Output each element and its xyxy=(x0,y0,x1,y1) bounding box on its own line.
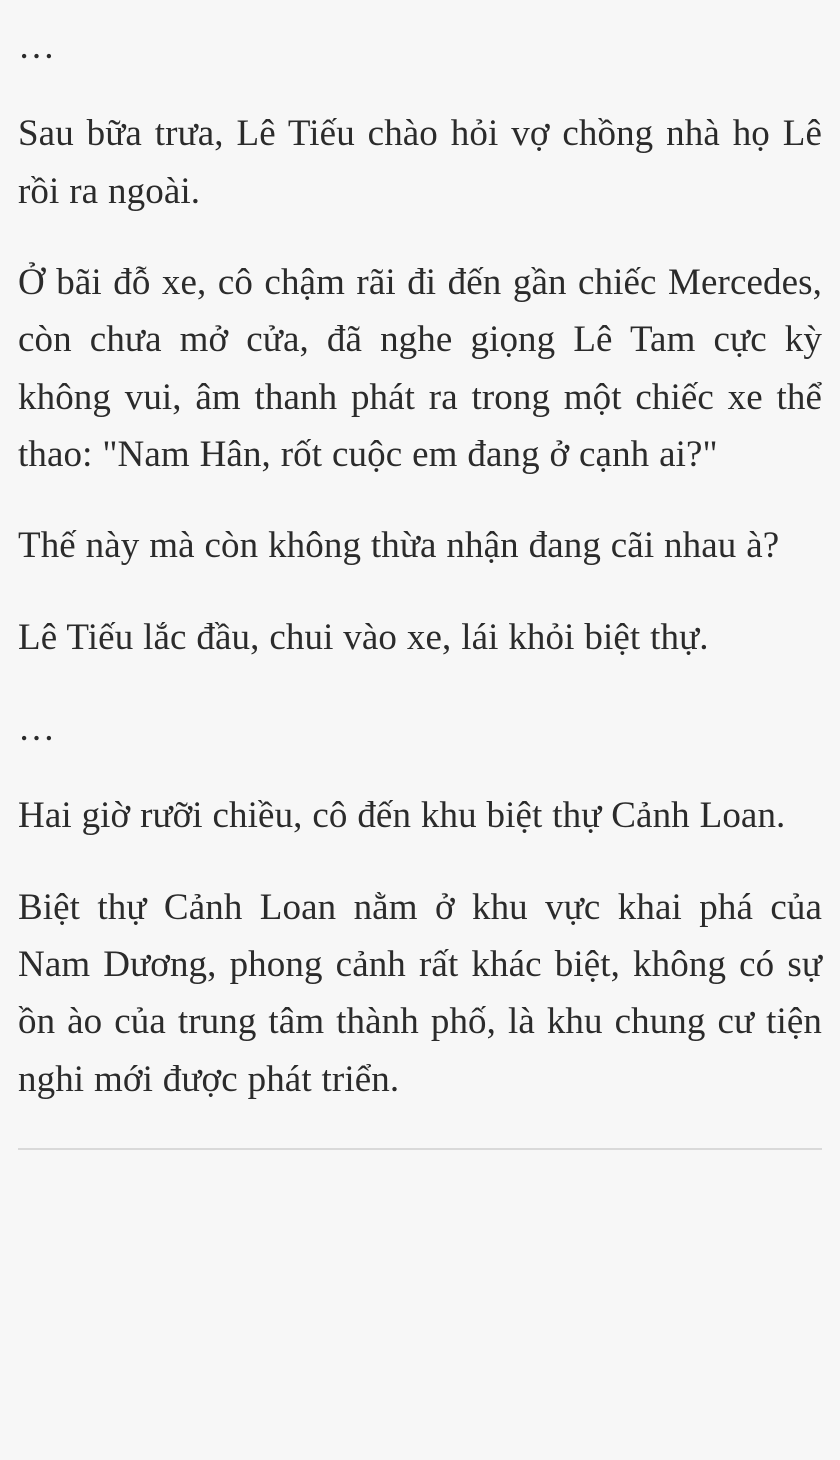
paragraph: Hai giờ rưỡi chiều, cô đến khu biệt thự Cảnh Loan. xyxy=(18,795,786,837)
paragraph: … xyxy=(18,708,57,750)
paragraph: Biệt thự Cảnh Loan nằm ở khu vực khai phá của Nam Dương, phong cảnh rất khác biệt, không có sự ồn ào của trung tâm thành phố, là khu chung cư tiện nghi mới được phát triển. xyxy=(18,886,822,1100)
bottom-divider xyxy=(18,1148,822,1150)
paragraph: Sau bữa trưa, Lê Tiếu chào hỏi vợ chồng nhà họ Lê rồi ra ngoài. xyxy=(18,113,822,212)
paragraph: Thế này mà còn không thừa nhận đang cãi nhau à? xyxy=(18,525,780,567)
paragraph: Ở bãi đỗ xe, cô chậm rãi đi đến gần chiếc Mercedes, còn chưa mở cửa, đã nghe giọng Lê Tam cực kỳ không vui, âm thanh phát ra trong một chiếc xe thể thao: "Nam Hân, rốt cuộc em đang ở cạnh ai?" xyxy=(18,262,822,476)
paragraph: Lê Tiếu lắc đầu, chui vào xe, lái khỏi biệt thự. xyxy=(18,616,709,658)
paragraph: … xyxy=(18,26,57,67)
